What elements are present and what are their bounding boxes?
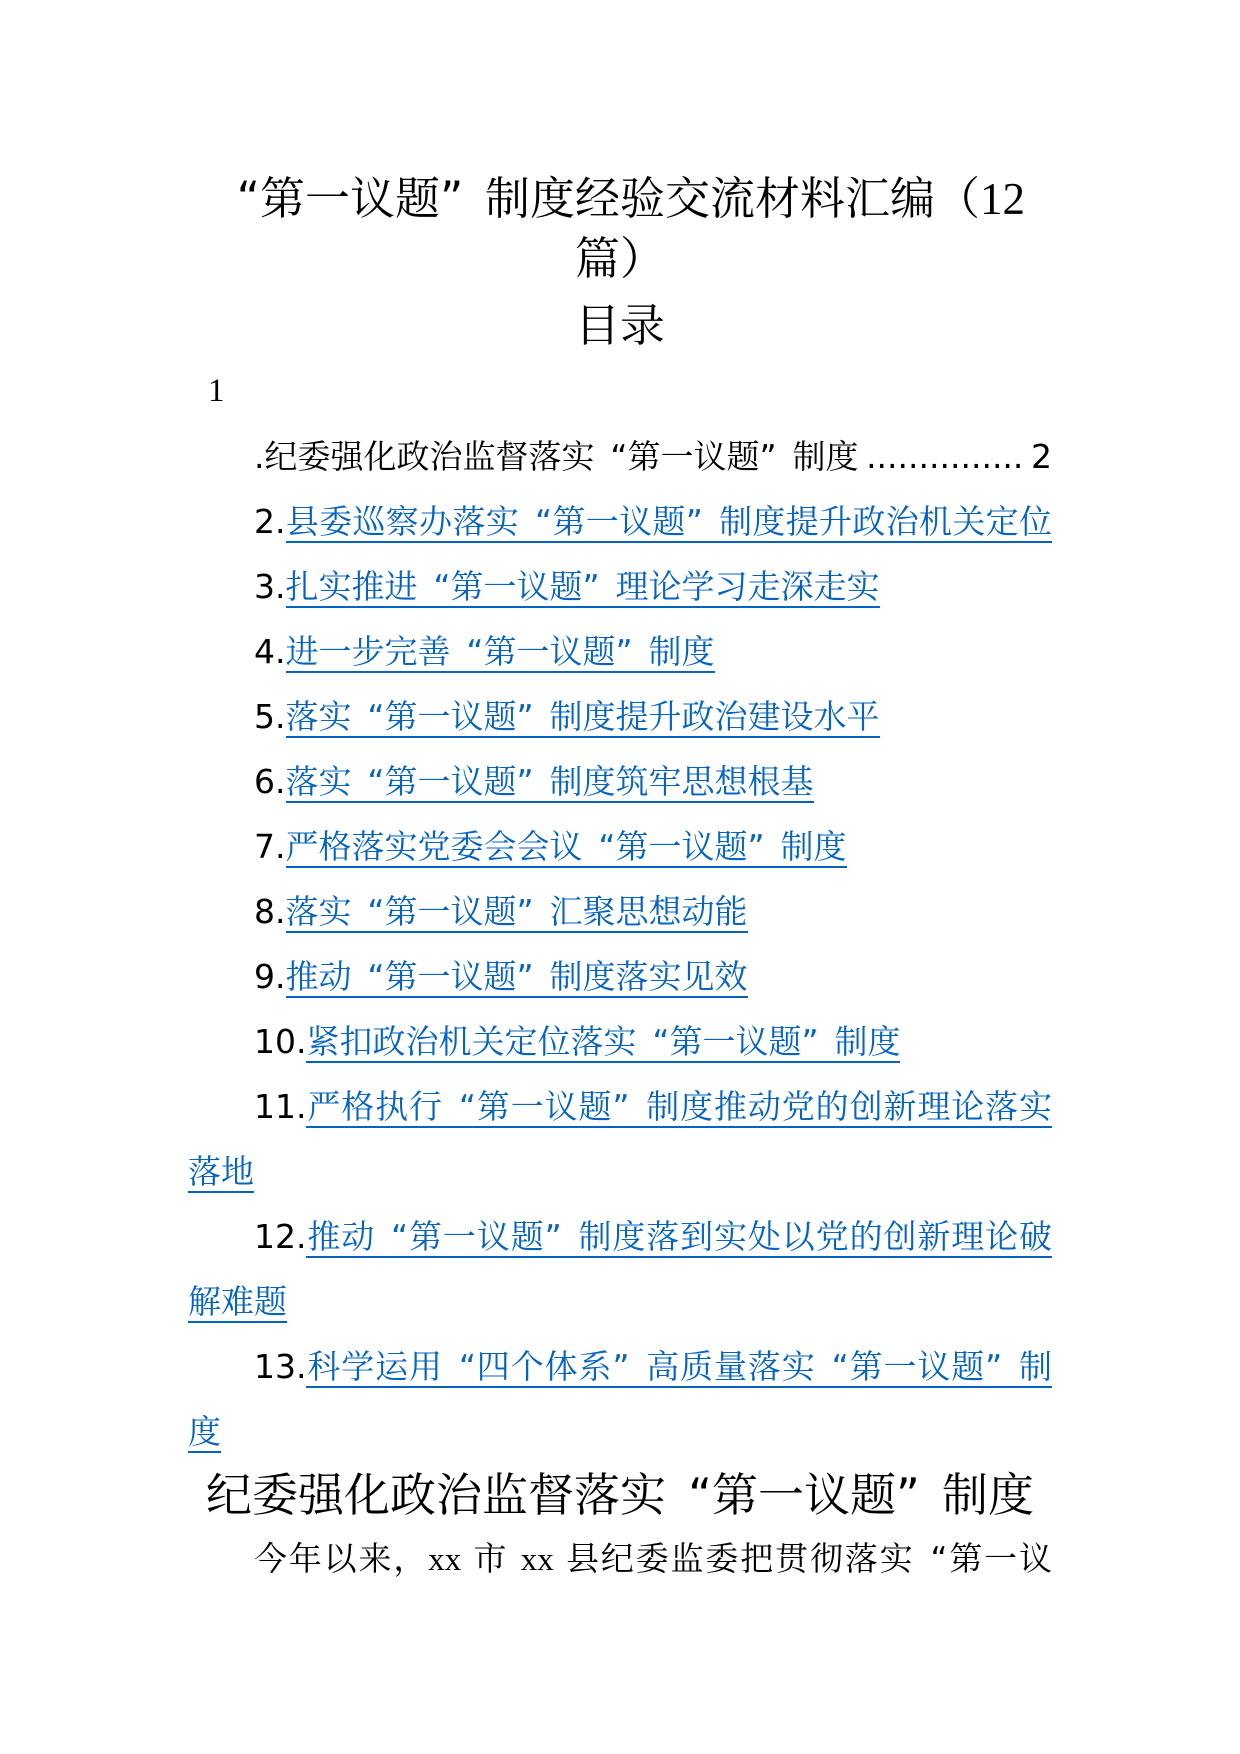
quotation-mark: “: [652, 1022, 670, 1061]
table-of-contents: [188, 424, 1052, 1464]
quotation-mark: “: [433, 567, 451, 606]
title-line-1: [188, 169, 1052, 229]
quotation-mark: “: [391, 1217, 409, 1256]
toc-link-7[interactable]: 严格落实党委会会议 “第一议题” 制度: [286, 827, 847, 868]
quotation-mark: ”: [801, 1022, 819, 1061]
toc-item-number: 11.: [254, 1087, 307, 1126]
toc-item-7: [188, 814, 1052, 879]
quotation-mark: “: [458, 1087, 476, 1126]
toc-item-12-continued: [188, 1269, 1052, 1334]
quotation-mark: “: [466, 632, 484, 671]
title-text: “第一议题” 制度经验交流材料汇编（: [215, 172, 980, 225]
toc-link-9[interactable]: 推动 “第一议题” 制度落实见效: [286, 957, 748, 998]
body-paragraph: [188, 1526, 1052, 1591]
quotation-mark: ”: [516, 697, 534, 736]
toc-link-2[interactable]: 县委巡察办落实 “第一议题” 制度提升政治机关定位: [286, 502, 1053, 543]
quotation-mark: ”: [896, 1468, 920, 1522]
quotation-mark: “: [236, 172, 260, 225]
toc-item-number: 6.: [254, 762, 286, 801]
quotation-mark: “: [930, 1539, 948, 1578]
quotation-mark: “: [367, 762, 385, 801]
toc-item-number: 7.: [254, 827, 286, 866]
toc-item-10: [188, 1009, 1052, 1074]
quotation-mark: ”: [516, 957, 534, 996]
toc-item-5: [188, 684, 1052, 749]
toc-item-number: 9.: [254, 957, 286, 996]
quotation-mark: ”: [985, 1347, 1003, 1386]
quotation-mark: “: [367, 697, 385, 736]
toc-item-number: 10.: [254, 1022, 307, 1061]
toc-item-13-continued: [188, 1399, 1052, 1464]
quotation-mark: ”: [582, 567, 600, 606]
body-text: 今年以来，: [254, 1539, 429, 1578]
toc-link-6[interactable]: 落实 “第一议题” 制度筑牢思想根基: [286, 762, 814, 803]
toc-link-12-continued[interactable]: 解难题: [188, 1282, 287, 1321]
quotation-mark: “: [831, 1347, 849, 1386]
toc-item-9: [188, 944, 1052, 1009]
toc-link-4[interactable]: 进一步完善 “第一议题” 制度: [286, 632, 715, 673]
document-content: [188, 169, 1052, 1591]
quotation-mark: “: [598, 827, 616, 866]
toc-item-number: 2.: [254, 502, 286, 541]
quotation-mark: “: [367, 957, 385, 996]
toc-item-11-continued: [188, 1139, 1052, 1204]
title-text-continued: 篇）: [574, 232, 665, 285]
title-article-count: 12: [980, 174, 1026, 224]
quotation-mark: ”: [747, 827, 765, 866]
toc-leader-dots: ...............: [866, 437, 1024, 476]
toc-item-number: 4.: [254, 632, 286, 671]
toc-item-3: [188, 554, 1052, 619]
document-title: [188, 169, 1052, 289]
toc-item-11: [188, 1074, 1052, 1139]
toc-page-number: 2: [1031, 437, 1052, 476]
toc-heading: 目录: [574, 299, 665, 352]
toc-item-number: 12.: [254, 1217, 307, 1256]
quotation-mark: ”: [615, 632, 633, 671]
title-line-2: [188, 229, 1052, 289]
toc-item-13: [188, 1334, 1052, 1399]
body-text: 市: [461, 1539, 521, 1578]
toc-item-1: [188, 424, 1052, 489]
toc-link-11-continued[interactable]: 落地: [188, 1152, 254, 1191]
quotation-mark: ”: [516, 762, 534, 801]
quotation-mark: ”: [440, 172, 464, 225]
quotation-mark: ”: [516, 892, 534, 931]
toc-item-2: [188, 489, 1052, 554]
quotation-mark: “: [688, 1468, 712, 1522]
quotation-mark: ”: [685, 502, 703, 541]
toc-item-4: [188, 619, 1052, 684]
toc-item-1-number: 1: [208, 373, 225, 409]
toc-link-11[interactable]: 严格执行 “第一议题” 制度推动党的创新理论落实: [306, 1087, 1052, 1128]
quotation-mark: ”: [759, 437, 777, 476]
quotation-mark: ”: [612, 1087, 630, 1126]
quotation-mark: “: [458, 1347, 476, 1386]
toc-link-10[interactable]: 紧扣政治机关定位落实 “第一议题” 制度: [306, 1022, 900, 1063]
toc-item-number: 8.: [254, 892, 286, 931]
body-placeholder-county: xx: [520, 1542, 554, 1578]
toc-item-6: [188, 749, 1052, 814]
toc-item-8: [188, 879, 1052, 944]
toc-item-12: [188, 1204, 1052, 1269]
quotation-mark: “: [610, 437, 628, 476]
quotation-mark: “: [367, 892, 385, 931]
toc-link-3[interactable]: 扎实推进 “第一议题” 理论学习走深走实: [286, 567, 880, 608]
toc-link-13[interactable]: 科学运用 “四个体系” 高质量落实 “第一议题” 制: [306, 1347, 1052, 1388]
quotation-mark: ”: [544, 1217, 562, 1256]
quotation-mark: “: [535, 502, 553, 541]
body-text: 县纪委监委把贯彻落实 “第一议: [554, 1539, 1052, 1578]
toc-link-8[interactable]: 落实 “第一议题” 汇聚思想动能: [286, 892, 748, 933]
toc-link-12[interactable]: 推动 “第一议题” 制度落到实处以党的创新理论破: [306, 1217, 1052, 1258]
toc-item-number: 3.: [254, 567, 286, 606]
section-heading: 纪委强化政治监督落实 “第一议题” 制度: [188, 1464, 1052, 1526]
toc-item-number: 13.: [254, 1347, 307, 1386]
body-placeholder-city: xx: [428, 1542, 462, 1578]
toc-item-1-text: .纪委强化政治监督落实 “第一议题” 制度: [254, 424, 859, 489]
toc-item-number: 5.: [254, 697, 286, 736]
quotation-mark: ”: [612, 1347, 630, 1386]
toc-link-13-continued[interactable]: 度: [188, 1412, 221, 1451]
toc-link-5[interactable]: 落实 “第一议题” 制度提升政治建设水平: [286, 697, 880, 738]
